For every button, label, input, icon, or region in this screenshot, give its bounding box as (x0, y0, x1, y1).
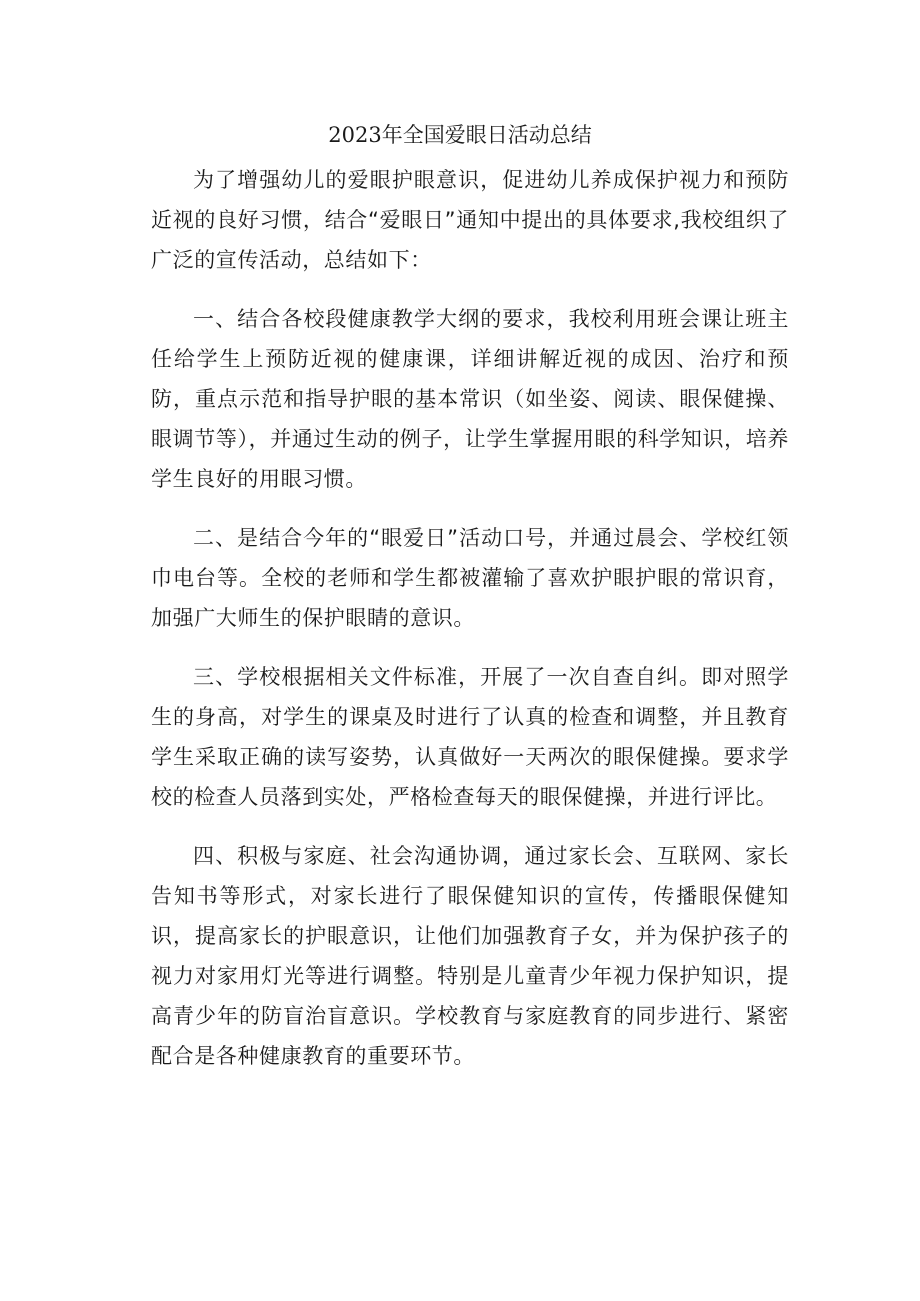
document-title: 2023年全国爱眼日活动总结 (328, 123, 592, 147)
paragraph-intro: 为了增强幼儿的爱眼护眼意识，促进幼儿养成保护视力和预防近视的良好习惯，结合“爱眼日”通知中提出的具体要求,我校组织了广泛的宣传活动，总结如下： (151, 168, 789, 272)
document-body (151, 160, 789, 1076)
paragraph-section-1: 一、结合各校段健康教学大纲的要求，我校利用班会课让班主任给学生上预防近视的健康课，详细讲解近视的成因、治疗和预防，重点示范和指导护眼的基本常识（如坐姿、阅读、眼保健操、眼调节等），并通过生动的例子，让学生掌握用眼的科学知识，培养学生良好的用眼习惯。 (151, 307, 789, 491)
paragraph-section-3: 三、学校根据相关文件标准，开展了一次自查自纠。即对照学生的身高，对学生的课桌及时进行了认真的检查和调整，并且教育学生采取正确的读写姿势，认真做好一天两次的眼保健操。要求学校的检查人员落到实处，严格检查每天的眼保健操，并进行评比。 (151, 665, 789, 809)
paragraph-section-2: 二、是结合今年的“眼爱日”活动口号，并通过晨会、学校红领巾电台等。全校的老师和学生都被灌输了喜欢护眼护眼的常识育，加强广大师生的保护眼睛的意识。 (151, 526, 789, 630)
paragraph-section-4: 四、积极与家庭、社会沟通协调，通过家长会、互联网、家长告知书等形式，对家长进行了眼保健知识的宣传，传播眼保健知识，提高家长的护眼意识，让他们加强教育子女，并为保护孩子的视力对家用灯光等进行调整。特别是儿童青少年视力保护知识，提高青少年的防盲治盲意识。学校教育与家庭教育的同步进行、紧密配合是各种健康教育的重要环节。 (151, 844, 789, 1068)
